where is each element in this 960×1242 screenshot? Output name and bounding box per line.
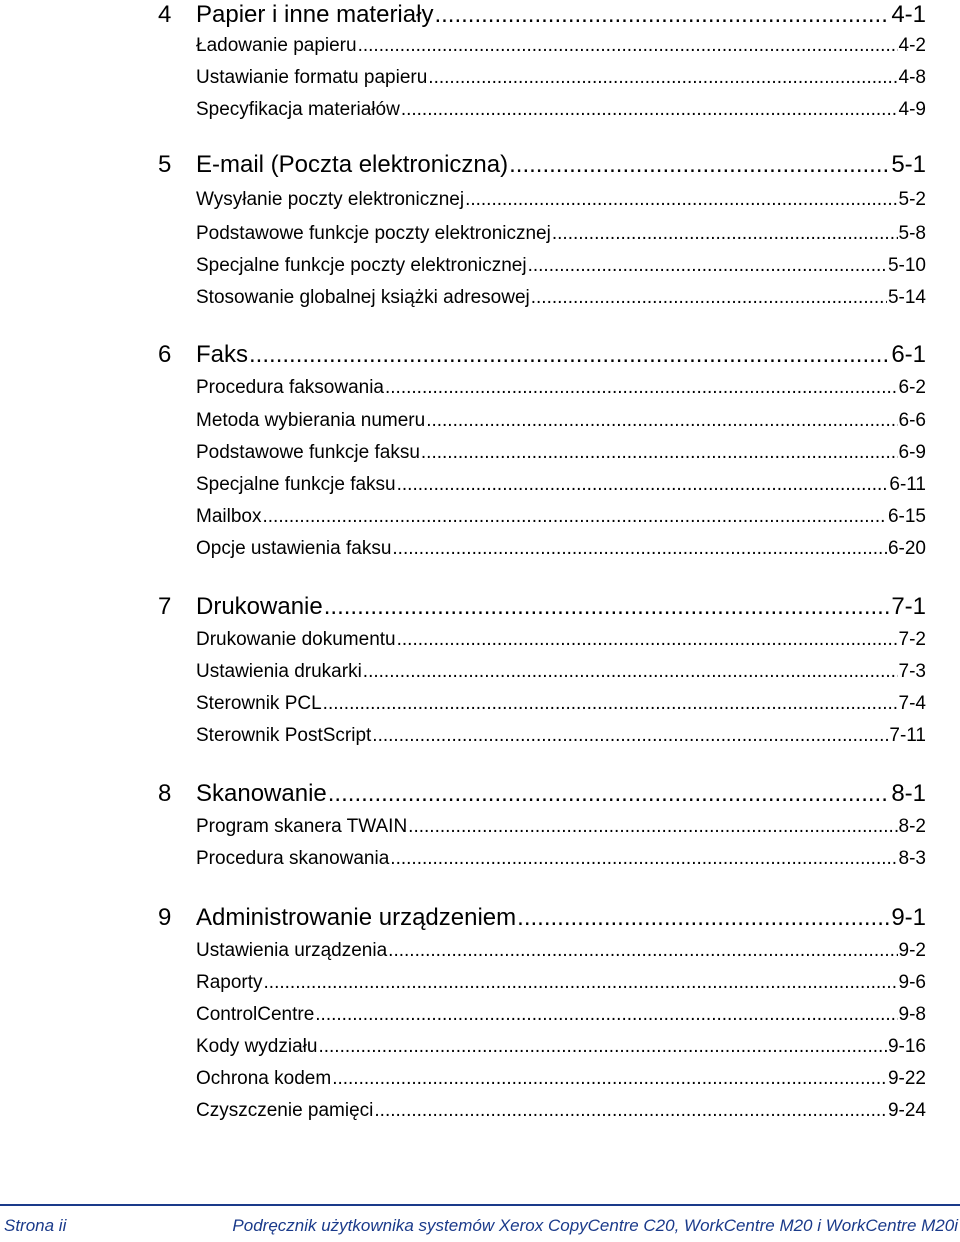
entry-page: 7-2 (898, 629, 926, 650)
chapter-title: E-mail (Poczta elektroniczna) (196, 151, 509, 178)
toc-entry[interactable] (196, 222, 926, 246)
dot-leader (328, 779, 891, 809)
toc-entry[interactable] (196, 815, 926, 839)
entry-page: 7-4 (898, 693, 926, 714)
dot-leader (552, 222, 898, 246)
entry-title: Stosowanie globalnej książki adresowej (196, 287, 530, 308)
chapter-page: 9-1 (891, 904, 926, 931)
toc-entry[interactable] (196, 692, 926, 716)
toc-entry[interactable] (196, 971, 926, 995)
dot-leader (374, 1099, 887, 1123)
entry-page: 6-6 (898, 410, 926, 431)
entry-page: 6-20 (887, 538, 926, 559)
chapter-page: 4-1 (891, 1, 926, 28)
dot-leader (421, 441, 898, 465)
chapter-number: 9 (158, 904, 172, 931)
entry-title: Procedura faksowania (196, 377, 384, 398)
chapter-title: Papier i inne materiały (196, 1, 434, 28)
chapter-number: 6 (158, 341, 172, 368)
entry-title: Podstawowe funkcje faksu (196, 442, 420, 463)
entry-page: 5-10 (887, 255, 926, 276)
toc-entry[interactable] (196, 537, 926, 561)
dot-leader (264, 971, 898, 995)
entry-page: 7-11 (889, 725, 926, 746)
entry-title: ControlCentre (196, 1004, 315, 1025)
toc-entry[interactable] (196, 409, 926, 433)
entry-title: Czyszczenie pamięci (196, 1100, 374, 1121)
dot-leader (434, 0, 890, 30)
entry-title: Program skanera TWAIN (196, 816, 408, 837)
toc-chapter-heading[interactable] (158, 340, 926, 370)
entry-title: Wysyłanie poczty elektronicznej (196, 189, 465, 210)
entry-title: Specjalne funkcje faksu (196, 474, 396, 495)
dot-leader (397, 628, 898, 652)
dot-leader (428, 66, 897, 90)
entry-title: Raporty (196, 972, 263, 993)
entry-page: 6-15 (887, 506, 926, 527)
entry-page: 9-8 (898, 1004, 926, 1025)
dot-leader (315, 1003, 897, 1027)
toc-entry[interactable] (196, 1035, 926, 1059)
entry-title: Ładowanie papieru (196, 35, 357, 56)
chapter-page: 8-1 (891, 780, 926, 807)
dot-leader (531, 286, 887, 310)
dot-leader (249, 340, 890, 370)
entry-page: 7-3 (898, 661, 926, 682)
toc-entry[interactable] (196, 98, 926, 122)
entry-title: Ustawienia urządzenia (196, 940, 388, 961)
dot-leader (332, 1067, 887, 1091)
toc-chapter-heading[interactable] (158, 0, 926, 30)
chapter-title: Faks (196, 341, 249, 368)
entry-page: 8-3 (898, 848, 926, 869)
entry-page: 4-9 (898, 99, 926, 120)
dot-leader (408, 815, 897, 839)
entry-page: 5-8 (898, 223, 926, 244)
dot-leader (324, 592, 891, 622)
entry-title: Specyfikacja materiałów (196, 99, 400, 120)
chapter-page: 6-1 (891, 341, 926, 368)
entry-page: 8-2 (898, 816, 926, 837)
chapter-number: 8 (158, 780, 172, 807)
entry-title: Podstawowe funkcje poczty elektronicznej (196, 223, 551, 244)
entry-page: 9-6 (898, 972, 926, 993)
entry-page: 5-14 (887, 287, 926, 308)
dot-leader (392, 537, 887, 561)
entry-title: Mailbox (196, 506, 262, 527)
dot-leader (358, 34, 898, 58)
toc-entry[interactable] (196, 660, 926, 684)
toc-entry[interactable] (196, 1003, 926, 1027)
toc-entry[interactable] (196, 473, 926, 497)
dot-leader (517, 903, 890, 933)
dot-leader (388, 939, 897, 963)
entry-title: Drukowanie dokumentu (196, 629, 396, 650)
chapter-number: 4 (158, 1, 172, 28)
entry-page: 4-8 (898, 67, 926, 88)
dot-leader (318, 1035, 887, 1059)
entry-page: 5-2 (898, 189, 926, 210)
toc-entry[interactable] (196, 66, 926, 90)
dot-leader (390, 847, 897, 871)
footer-manual-title: Podręcznik użytkownika systemów Xerox CopyCentre C20, WorkCentre M20 i WorkCentre M20i (232, 1216, 958, 1235)
toc-entry[interactable] (196, 441, 926, 465)
toc-chapter-heading[interactable] (158, 779, 926, 809)
entry-title: Kody wydziału (196, 1036, 318, 1057)
entry-title: Opcje ustawienia faksu (196, 538, 392, 559)
toc-entry[interactable] (196, 286, 926, 310)
dot-leader (372, 724, 888, 748)
entry-title: Specjalne funkcje poczty elektronicznej (196, 255, 527, 276)
entry-page: 9-2 (898, 940, 926, 961)
entry-page: 9-22 (887, 1068, 926, 1089)
entry-title: Ochrona kodem (196, 1068, 332, 1089)
toc-entry[interactable] (196, 939, 926, 963)
chapter-number: 5 (158, 151, 172, 178)
dot-leader (509, 150, 890, 180)
dot-leader (363, 660, 898, 684)
entry-page: 6-2 (898, 377, 926, 398)
chapter-title: Administrowanie urządzeniem (196, 904, 517, 931)
entry-title: Metoda wybierania numeru (196, 410, 426, 431)
footer-divider (0, 1204, 960, 1206)
dot-leader (528, 254, 887, 278)
toc-chapter-heading[interactable] (158, 150, 926, 180)
chapter-page: 5-1 (891, 151, 926, 178)
dot-leader (465, 188, 897, 212)
toc-entry[interactable] (196, 188, 926, 212)
entry-title: Ustawianie formatu papieru (196, 67, 428, 88)
dot-leader (323, 692, 898, 716)
toc-entry[interactable] (196, 376, 926, 400)
toc-entry[interactable] (196, 1067, 926, 1091)
dot-leader (262, 505, 886, 529)
toc-entry[interactable] (196, 1099, 926, 1123)
entry-title: Sterownik PostScript (196, 725, 372, 746)
footer-page-label: Strona ii (4, 1216, 67, 1235)
toc-entry[interactable] (196, 34, 926, 58)
entry-title: Ustawienia drukarki (196, 661, 362, 682)
dot-leader (385, 376, 898, 400)
chapter-title: Skanowanie (196, 780, 327, 807)
chapter-number: 7 (158, 593, 172, 620)
toc-chapter-heading[interactable] (158, 903, 926, 933)
toc-entry[interactable] (196, 628, 926, 652)
toc-entry[interactable] (196, 847, 926, 871)
chapter-page: 7-1 (891, 593, 926, 620)
entry-page: 6-11 (889, 474, 926, 495)
toc-chapter-heading[interactable] (158, 592, 926, 622)
dot-leader (397, 473, 889, 497)
entry-page: 4-2 (898, 35, 926, 56)
toc-entry[interactable] (196, 254, 926, 278)
entry-page: 9-16 (887, 1036, 926, 1057)
entry-title: Procedura skanowania (196, 848, 390, 869)
dot-leader (401, 98, 898, 122)
toc-entry[interactable] (196, 505, 926, 529)
dot-leader (426, 409, 897, 433)
entry-title: Sterownik PCL (196, 693, 322, 714)
chapter-title: Drukowanie (196, 593, 323, 620)
toc-entry[interactable] (196, 724, 926, 748)
entry-page: 6-9 (898, 442, 926, 463)
entry-page: 9-24 (887, 1100, 926, 1121)
